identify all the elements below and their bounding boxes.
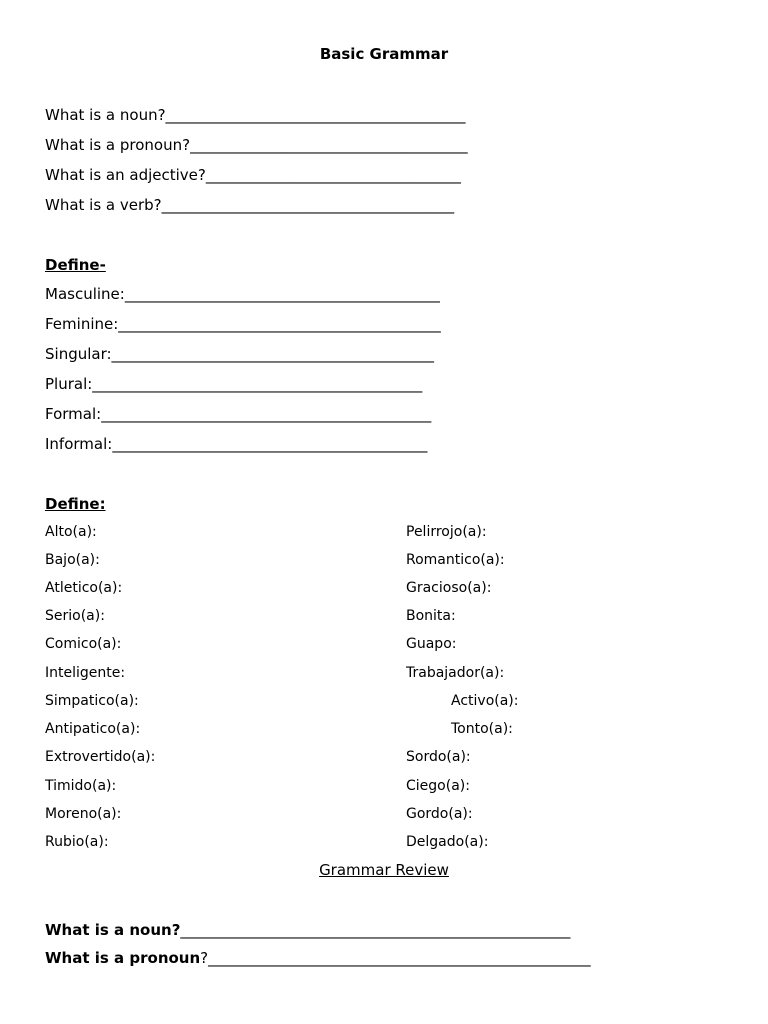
term-left: Bajo(a): (45, 552, 100, 568)
question-pronoun: What is a pronoun?_____________________________________ (45, 136, 468, 154)
review-question-pronoun-label: What is a pronoun (45, 949, 201, 967)
answer-line: ?___________________________________________________ (200, 949, 591, 967)
term-left: Extrovertido(a): (45, 749, 156, 765)
define-masculine: Masculine:__________________________________________ (45, 285, 440, 303)
term-left: Simpatico(a): (45, 693, 139, 709)
term-right: Trabajador(a): (406, 665, 505, 681)
term-right: Gordo(a): (406, 806, 473, 822)
grammar-review-title: Grammar Review (319, 861, 449, 879)
define-formal: Formal:____________________________________________ (45, 405, 432, 423)
term-left: Timido(a): (45, 778, 117, 794)
term-right: Gracioso(a): (406, 580, 492, 596)
term-left: Atletico(a): (45, 580, 123, 596)
term-right: Pelirrojo(a): (406, 524, 487, 540)
term-right: Romantico(a): (406, 552, 505, 568)
term-right: Guapo: (406, 636, 457, 652)
term-left: Alto(a): (45, 524, 97, 540)
page-title: Basic Grammar (319, 45, 449, 63)
term-left: Comico(a): (45, 636, 122, 652)
answer-line: ____________________________________________________ (180, 921, 571, 939)
review-question-pronoun (45, 948, 591, 968)
define-informal: Informal:__________________________________________ (45, 435, 428, 453)
term-right: Delgado(a): (406, 834, 489, 850)
term-left: Serio(a): (45, 608, 105, 624)
term-right: Tonto(a): (451, 721, 513, 737)
term-right: Sordo(a): (406, 749, 471, 765)
term-left: Moreno(a): (45, 806, 122, 822)
define-singular: Singular:___________________________________________ (45, 345, 435, 363)
define-heading-1: Define- (45, 256, 106, 274)
term-left: Antipatico(a): (45, 721, 141, 737)
review-question-noun (45, 920, 570, 940)
define-plural: Plural:____________________________________________ (45, 375, 423, 393)
term-right: Activo(a): (451, 693, 519, 709)
term-right: Ciego(a): (406, 778, 470, 794)
question-noun: What is a noun?________________________________________ (45, 106, 466, 124)
define-feminine: Feminine:___________________________________________ (45, 315, 441, 333)
define-heading-2: Define: (45, 495, 106, 513)
term-right: Bonita: (406, 608, 456, 624)
term-left: Rubio(a): (45, 834, 109, 850)
question-verb: What is a verb?_______________________________________ (45, 196, 455, 214)
term-left: Inteligente: (45, 665, 126, 681)
review-question-noun-label: What is a noun? (45, 921, 181, 939)
question-adjective: What is an adjective?__________________________________ (45, 166, 461, 184)
